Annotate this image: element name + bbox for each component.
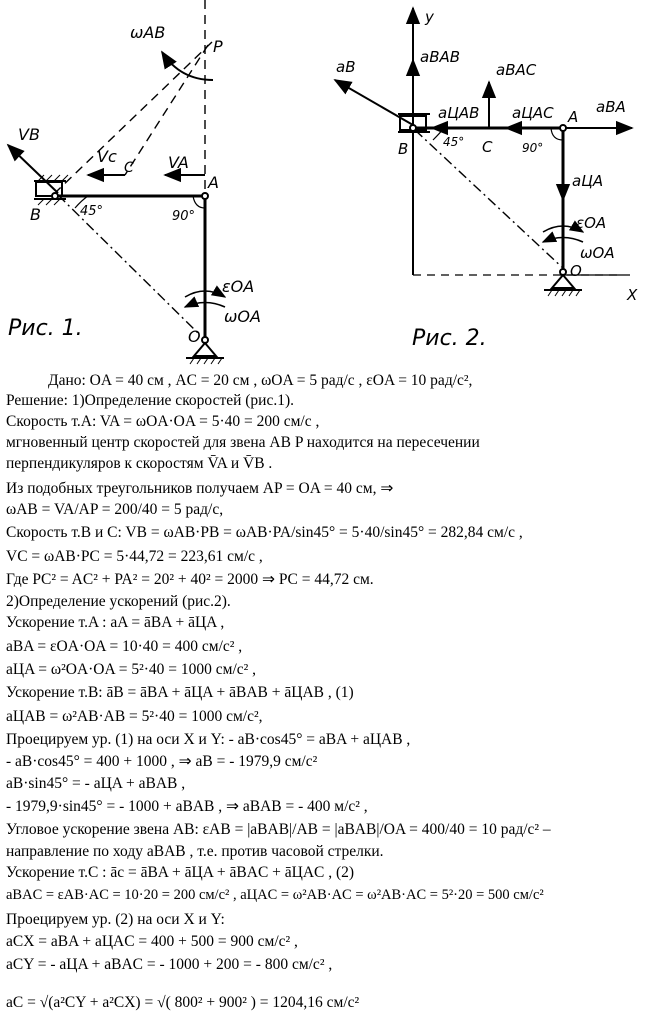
fig2-caption: Рис. 2. (412, 326, 487, 351)
solution-line: aC = √(a²CY + a²CX) = √( 800² + 900² ) = 1204,16 см/с² (6, 994, 360, 1011)
fig1-va-label: VA (168, 153, 189, 172)
fig2-c-label: C (482, 138, 493, 156)
fig2-aa-b-label: aBA (596, 98, 626, 116)
fig1-eps-oa-label: εOA (222, 277, 255, 296)
fig2-eps-oa-label: εOA (576, 214, 607, 232)
fig2-a-label: A (568, 108, 579, 126)
fig2-omega-oa-label: ωOA (580, 244, 615, 262)
solution-line: перпендикуляров к скоростям V̄A и V̄B . (6, 455, 273, 472)
solution-line: Из подобных треугольников получаем AP = OA = 40 см, ⇒ (6, 480, 394, 497)
solution-line: Где PC² = AC² + PA² = 20² + 40² = 2000 ⇒ PC = 44,72 см. (6, 571, 374, 588)
solution-line: Угловое ускорение звена AB: εAB = |aBAB|/AB = |aBAB|/OA = 400/40 = 10 рад/с² – (6, 821, 551, 838)
fig1-c-label: C (124, 160, 134, 176)
fig2-ab-label: aB (336, 58, 356, 76)
fig1-omega-oa-label: ωOA (224, 307, 261, 326)
solution-line: aBAC = εAB·AC = 10·20 = 200 см/с² , aЦAC = ω²AB·AC = ω²AB·AC = 5²·20 = 500 см/с² (6, 887, 544, 903)
solution-line: Проецируем ур. (2) на оси X и Y: (6, 911, 225, 928)
fig1-vc-label: Vc (97, 147, 117, 166)
solution-line: ωAB = VA/AP = 200/40 = 5 рад/с, (6, 501, 224, 518)
fig1-caption: Рис. 1. (8, 316, 83, 341)
fig2-x-label: X (627, 286, 638, 304)
solution-line: - aB·cos45° = 400 + 1000 , ⇒ aB = - 1979,9 см/с² (6, 753, 318, 770)
solution-line: Решение: 1)Определение скоростей (рис.1). (6, 392, 295, 409)
fig1-omega-ab-label: ωAB (130, 23, 166, 42)
fig2-aab-c-label: aЦAB (438, 104, 480, 122)
solution-line: направление по ходу aBAB , т.е. против часовой стрелки. (6, 843, 384, 860)
solution-line: aB·sin45° = - aЦA + aBAB , (6, 775, 186, 792)
solution-line: 2)Определение ускорений (рис.2). (6, 593, 231, 610)
fig1-p-label: P (213, 37, 223, 56)
solution-line: Ускорение т.B: āB = āBA + āЦA + āBAB + āЦAB , (1) (6, 684, 354, 701)
fig2-b-label: B (398, 140, 409, 158)
fig2-aab-b-label: aBAB (420, 48, 461, 66)
solution-line: - 1979,9·sin45° = - 1000 + aBAB , ⇒ aBAB = - 400 м/с² , (6, 798, 368, 815)
solution-line: Проецируем ур. (1) на оси X и Y: - aB·cos45° = aBA + aЦAB , (6, 731, 411, 748)
fig2-angle90-label: 90° (522, 141, 544, 155)
fig1-angle45-label: 45° (80, 204, 104, 219)
solution-line: aCX = aBA + aЦAC = 400 + 500 = 900 см/с² , (6, 933, 298, 950)
fig2-angle45-label: 45° (443, 135, 465, 149)
solution-line: Ускорение т.C : āc = āBA + āЦA + āBAC + āЦAC , (2) (6, 864, 355, 881)
solution-line: Ускорение т.A : aA = āBA + āЦA , (6, 614, 225, 631)
fig1-o-label: O (188, 327, 201, 346)
given-line: Дано: OA = 40 см , AC = 20 см , ωOA = 5 рад/с , εOA = 10 рад/с², (48, 372, 473, 389)
solution-line: aBA = εOA·OA = 10·40 = 400 см/с² , (6, 638, 243, 655)
solution-line: aЦAB = ω²AB·AB = 5²·40 = 1000 см/с², (6, 708, 263, 725)
fig1-angle90-label: 90° (172, 209, 196, 224)
fig1-b-label: B (30, 205, 41, 224)
fig2-aac-c-label: aЦAC (512, 104, 554, 122)
fig2-aa-c-label: aЦA (572, 172, 604, 190)
fig1-a-label: A (208, 173, 219, 192)
solution-line: VC = ωAB·PC = 5·44,72 = 223,61 см/с , (6, 548, 263, 565)
fig2-o-label: O (570, 262, 582, 280)
fig2-y-label: y (425, 8, 434, 26)
solution-line: Скорость т.A: VA = ωOA·OA = 5·40 = 200 см/с , (6, 413, 320, 430)
solution-line: aCY = - aЦA + aBAC = - 1000 + 200 = - 800 см/с² , (6, 956, 333, 973)
fig1-vb-label: VB (18, 125, 40, 144)
fig2-aac-b-label: aBAC (496, 61, 537, 79)
solution-line: мгновенный центр скоростей для звена AB P находится на пересечении (6, 434, 480, 451)
solution-line: Скорость т.B и C: VB = ωAB·PB = ωAB·PA/sin45° = 5·40/sin45° = 282,84 см/с , (6, 524, 523, 541)
solution-line: aЦA = ω²OA·OA = 5²·40 = 1000 см/с² , (6, 661, 257, 678)
